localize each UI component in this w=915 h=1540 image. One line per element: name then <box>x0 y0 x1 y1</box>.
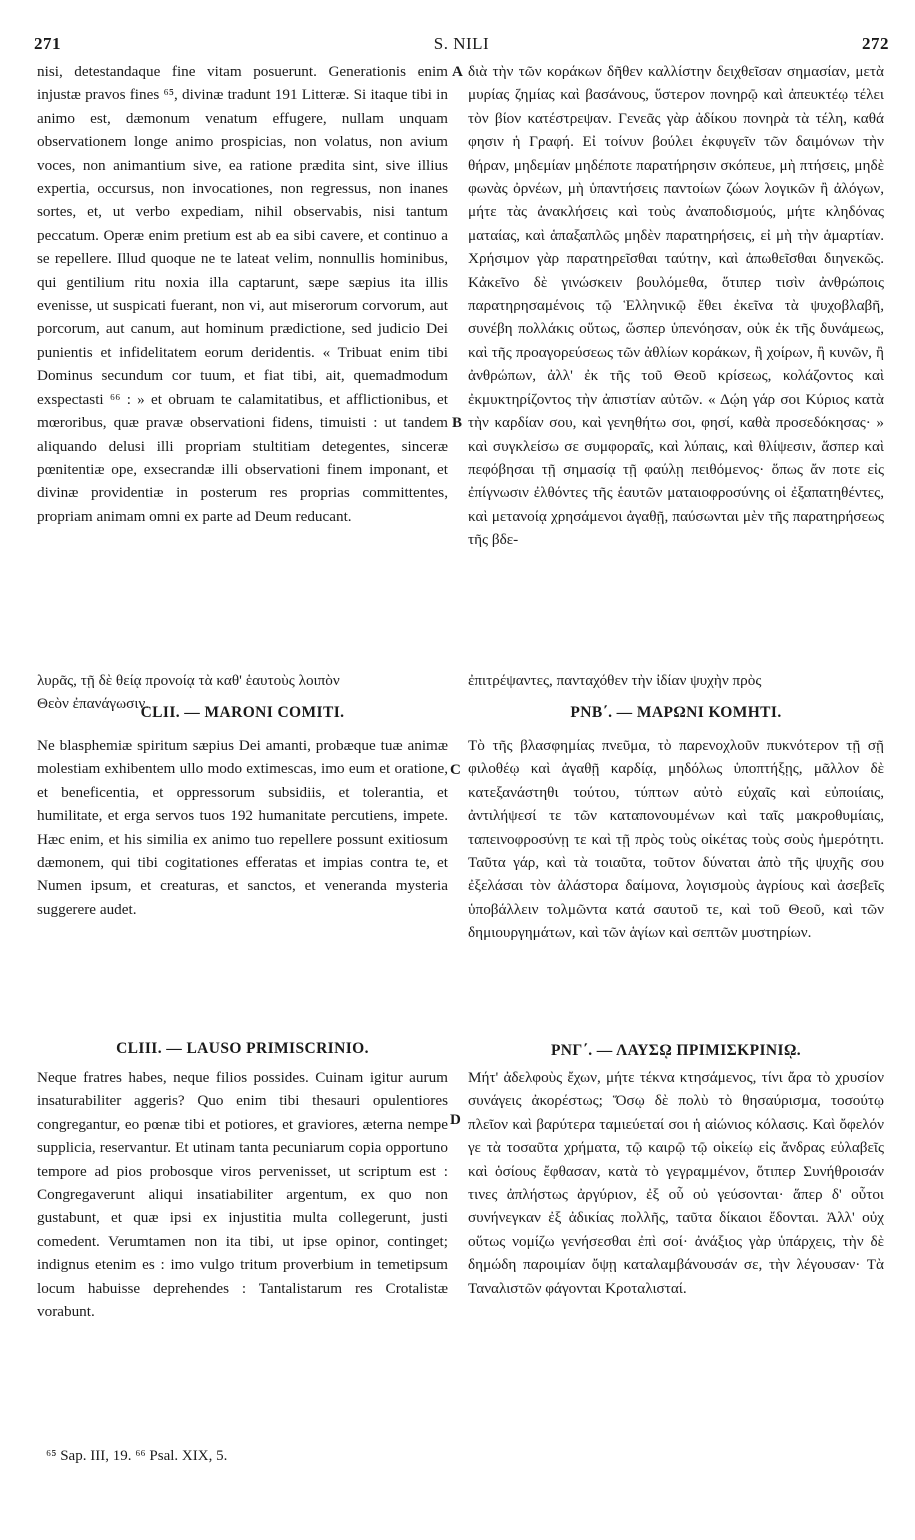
page-number-left: 271 <box>34 34 61 53</box>
latin-column-section-3 <box>37 1066 448 1323</box>
running-header <box>34 34 889 58</box>
running-title: S. NILI <box>433 34 490 53</box>
margin-letter-c: C <box>450 762 461 778</box>
latin-heading-letter-153: CLIII. — LAUSO PRIMISCRINIO. <box>116 1040 369 1057</box>
greek-column-section-1 <box>468 60 884 552</box>
latin-paragraph-2: Ne blasphemiæ spiritum sæpius Dei amanti, probæque tuæ animæ molestiam exhibentem ullo modo extimescas, imo eum et oratione, et beneficentia, et oppressorum subsidiis, et tolerantia, et humilitate, et erga servos tuos 192 humanitate percutiens, impete. Hæc enim, et his similia ex animo tuo repellere possunt exitiosum dæmonem, qui tibi cogitationes efferatas et impias contra te, et Numen ipsum, et creaturas, et sanctos, et veneranda mysteria suggerere audet. <box>37 737 448 918</box>
latin-paragraph-3: Neque fratres habes, neque filios possides. Cuinam igitur aurum insaturabiliter aggeris? Quo enim tibi thesauri opulentiores congregantur, eo pœnæ tibi et potiores, et graviores, æterna nempe supplicia, reservantur. Et utinam tanta pecuniarum copia opportuno tempore ad pios probosque viros pervenisset, ut scriptum est : Congregaverunt aliqui insatiabiliter argentum, ex quo non gustabunt, et quæ ipsi ex injustitia multa collegerunt, justi comedent. Verumtamen non ita tibi, ut ipse opinor, continget; indignus etenim es : imo vulgo tritum proverbium in temetipsum locum habuisse deprehendes : Tantalistarum res Crotalistæ vorabunt. <box>37 1069 448 1321</box>
margin-letter-a: A <box>452 64 463 80</box>
greek-paragraph-3: Μήτ' ἀδελφοὺς ἔχων, μήτε τέκνα κτησάμενος, τίνι ἄρα τὸ χρυσίον συνάγεις ἀκορέστως; Ὅσῳ δὲ πολὺ τὸ θησαύρισμα, τοσούτῳ πλεῖον καὶ βαρύτερα ταμιεύεταί σοι ἡ αἰώνιος κόλασις. Καὶ ὄφελόν γε τὰ τοσαῦτα χρήματα, τῷ καιρῷ τῷ οἰκείῳ εἰς ἄνδρας εὐλαβεῖς καὶ ὁσίους ἔφθασαν, κατὰ τὸ γεγραμμένον, ὅτιπερ Συνήθροισάν τινες ἀπλήστως ἀργύριον, ἐξ οὗ οὐ γεύσονται· ἅπερ δ' οὗτοι συνήνεγκαν ἐξ ἀδικίας πολλῆς, ταῦτα δίκαιοι ἔδονται. Ἀλλ' οὐχ οὕτως νομίζω γενήσεσθαι ἐπὶ σοί· ἀνάξιος γὰρ ὑπάρχεις, τὴν δὲ δημώδη παροιμίαν ὄψῃ καταλαμβάνουσάν σε, τὴν λέγουσαν· Τὰ Ταναλιστῶν φάγονται Κροταλισταί. <box>468 1069 884 1297</box>
greek-column-section-3 <box>468 1066 884 1300</box>
margin-letter-b: B <box>452 415 463 431</box>
footnotes: ⁶⁵ Sap. III, 19. ⁶⁶ Psal. XIX, 5. <box>46 1448 228 1464</box>
latin-column-section-1 <box>37 60 448 528</box>
greek-column-section-2 <box>468 734 884 945</box>
greek-paragraph-2: Τὸ τῆς βλασφημίας πνεῦμα, τὸ παρενοχλοῦν πυκνότερον τῇ σῇ φιλοθέῳ καὶ ἀγαθῇ καρδίᾳ, μηδόλως ὑποπτήξῃς, μᾶλλον δὲ κατεξανάστηθι τούτου, τύπτων αὐτὸ εὐχαῖς καὶ εὐποιίαις, ἀντιλήψεσί τε τῶν καταπονουμένων καὶ ταῖς μακροθυμίαις, ταπεινοφροσύνῃ τε καὶ τῇ πρὸς τοὺς οἰκέτας τοὺς σοὺς ἡμερότητι. Ταῦτα γάρ, καὶ τὰ τοιαῦτα, τοῦτον δύναται ἀπὸ τῆς ψυχῆς σου ἐξελάσαι τὸν ἀλάστορα δαίμονα, λογισμοὺς ἀγρίους καὶ ἀσεβεῖς ὑποβάλλειν τολμῶντα κατά σαυτοῦ τε, καὶ τοῦ Θεοῦ, καὶ τῶν δημιουργημάτων, καὶ τῶν ἁγίων καὶ σεπτῶν μυστηρίων. <box>468 737 884 942</box>
greek-continuation-left: λυρᾶς, τῇ δὲ θείᾳ προνοίᾳ τὰ καθ' ἑαυτοὺς λοιπὸν <box>37 672 340 689</box>
margin-letter-d: D <box>450 1112 461 1128</box>
page-number-right: 272 <box>862 34 889 53</box>
greek-continuation-right: ἐπιτρέψαντες, πανταχόθεν τὴν ἰδίαν ψυχὴν πρὸς <box>468 672 762 689</box>
greek-paragraph-1: διὰ τὴν τῶν κοράκων δῆθεν καλλίστην δειχθεῖσαν σημασίαν, μετὰ μυρίας ζημίας καὶ βασάνους, ὕστερον πονηρῷ καὶ ἀπευκτέῳ τέλει τὸν βίον κατέστρεψαν. Γενεᾶς γὰρ ἀδίκου πονηρὰ τὰ τέλη, καθά φησιν ἡ Γραφή. Εἰ τοίνυν βούλει ἐκφυγεῖν τῶν δαιμόνων τὴν θήραν, μηδεμίαν μηδέποτε παρατήρησιν σκόπευε, μὴ πτήσεις, μηδὲ φωνὰς ὀρνέων, μὴ ὑπαντήσεις παντοίων ζώων λογικῶν ἢ ἀλόγων, μήτε τὰς ἀνακλήσεις καὶ τοὺς ἀναποδισμούς, μήτε κληδόνας ματαίας, καὶ ἁπαξαπλῶς μηδὲν παρατηρήσεις, εἰ μὴ τὴν ἁμαρτίαν. Χρήσιμον γὰρ παρατηρεῖσθαι ταύτην, καὶ ἀπωθεῖσθαι διηνεκῶς. Κἀκεῖνο δὲ γινώσκειν βουλόμεθα, ὅτιπερ τισὶν ἀνθρώποις παρατηρησαμένοις τῷ Ἑλληνικῷ ἔθει ἐκεῖνα τὰ ψυχοβλαβῆ, συνέβη πολλάκις οὕτως, ὥσπερ ὑπενόησαν, οὐκ ἐκ τῆς δυνάμεως, καὶ τῆς προαγορεύσεως τῶν ἀθλίων κοράκων, ἢ χοίρων, ἢ κυνῶν, ἢ ἀνθρώπων, ἀλλ' ἐκ τῆς τοῦ Θεοῦ κρίσεως, κολάζοντος καὶ ἐκμυκτηρίζοντος τὴν ἀπιστίαν αὐτῶν. « Δῴη γάρ σοι Κύριος κατὰ τὴν καρδίαν σου, καὶ γενηθήτω σοι, φησί, καθὰ προσεδόκησας· » καὶ συγκλείσω σε συμφοραῖς, καὶ λύπαις, καὶ θλίψεσιν, ἅσπερ καὶ πεφόβησαι τῇ σημασίᾳ τῇ φαύλῃ πειθόμενος· ὅπως ἄν ποτε εἰς ἐπίγνωσιν ἐλθόντες τῆς ἑαυτῶν ματαιοφροσύνης οἱ ἐξαπατηθέντες, καὶ μετανοίᾳ χρησάμενοι ἀγαθῇ, παύσωνται μὲν τῆς παρατηρήσεως τῆς βδε- <box>468 63 884 549</box>
latin-paragraph-1: nisi, detestandaque fine vitam posuerunt. Generationis enim injustæ pravos fines ⁶⁵, divinæ tradunt 191 Litteræ. Si itaque tibi in animo est, dæmonum venatum effugere, nullam unquam observationem longe animo prospicias, non volatus, non avium voces, non animantium sive, ea ratione prædita sint, sive illius expertia, occursus, non invocationes, non regressus, non inanes sortes, et, ut verbo expediam, nihil observabis, nisi tantum peccatum. Operæ enim pretium est ab ea sibi cavere, et continuo a se repellere. Illud quoque ne te lateat velim, nonnullis hominibus, qui gentilium ritu noxia illa captarunt, sæpe sæpius ita illis evenisse, ut suspicati fuerant, non vi, aut miserorum corvorum, aut porcorum, aut canum, aut hominum prædictione, sed judicio Dei punientis et infidelitatem eorum deridentis. « Tribuat enim tibi Dominus secundum cor tuum, et fiat tibi, ait, quemadmodum exspectasti ⁶⁶ : » et obruam te calamitatibus, et afflictionibus, et mœroribus, quæ pravæ observationi fidens, timuisti : ut tandem aliquando delusi illi propriam stultitiam detegentes, sinceræ pœnitentiæ ope, exsecrandæ illi observationi finem imponant, et divinæ providentiæ in posterum res proprias committentes, propriam animam omni ex parte ad Deum reducant. <box>37 63 448 525</box>
greek-continuation-end: Θεὸν ἐπανάγωσιν. <box>37 695 150 712</box>
latin-column-section-2 <box>37 734 448 921</box>
greek-heading-letter-152: ΡΝΒ΄. — ΜΑΡΩΝΙ ΚΟΜΗΤΙ. <box>570 704 782 721</box>
greek-heading-letter-153: ΡΝΓ΄. — ΛΑΥΣῼ ΠΡΙΜΙΣΚΡΙΝΙῼ. <box>550 1042 802 1059</box>
latin-heading-letter-152: CLII. — MARONI COMITI. <box>140 704 345 721</box>
